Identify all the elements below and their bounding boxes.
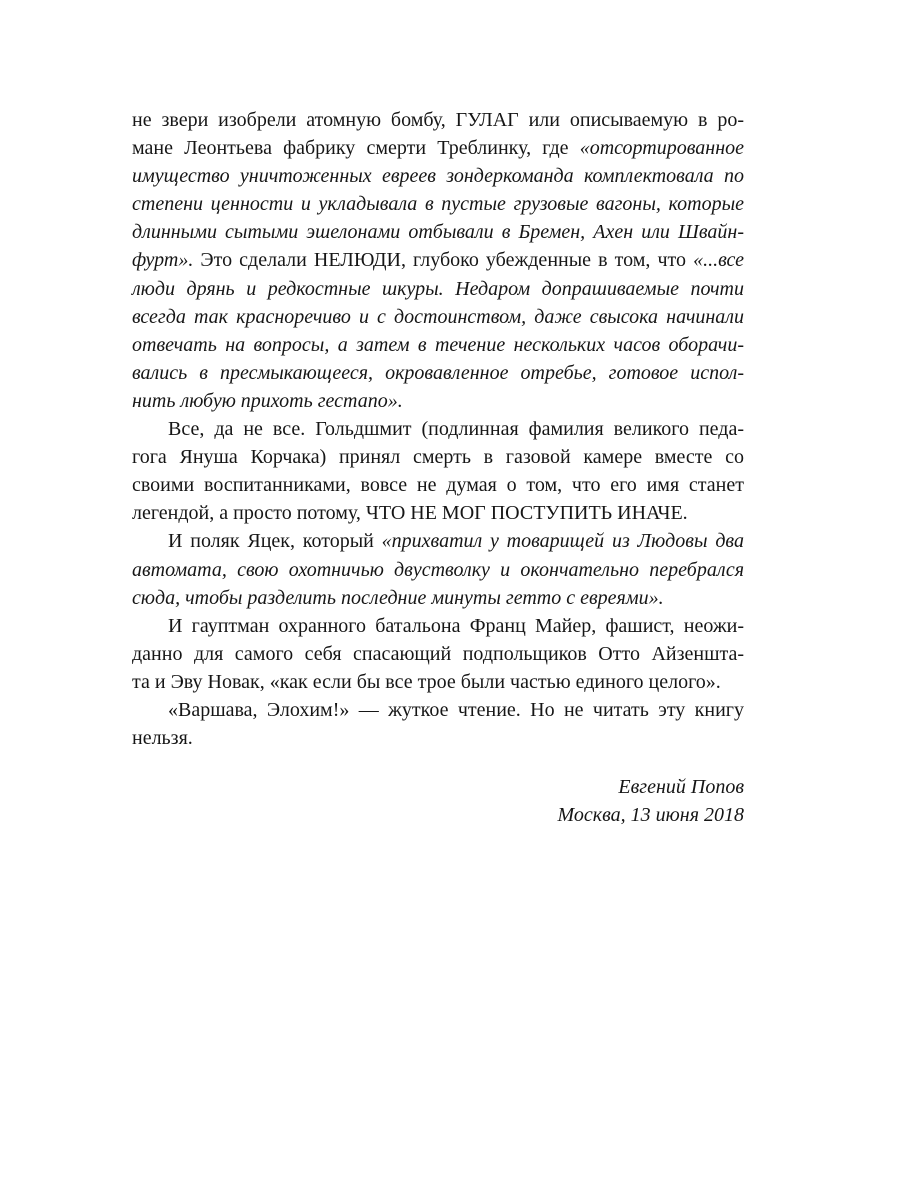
text-block [132,106,744,829]
text-segment: Это сделали НЕЛЮДИ, глубоко убежденные в том, что [193,249,694,272]
text-line [132,584,744,612]
italic-text-segment: автомата, свою охотничью двустволку и окончательно перебрался [132,558,744,581]
text-line [132,246,744,274]
text-line [132,471,744,499]
text-segment: гога Януша Корчака) принял смерть в газовой камере вместе со [132,446,744,469]
text-line [132,612,744,640]
text-segment: данно для самого себя спасающий подпольщиков Отто Айзеншта- [132,642,744,665]
text-line [132,499,744,527]
italic-text-segment: вались в пресмыкающееся, окровавленное отребье, готовое испол- [132,361,744,384]
signature-line: Евгений Попов [618,776,744,799]
italic-text-segment: люди дрянь и редкостные шкуры. Недаром допрашиваемые почти [132,277,744,300]
italic-text-segment: всегда так красноречиво и с достоинством, даже свысока начинали [132,305,744,328]
italic-text-segment: отвечать на вопросы, а затем в течение нескольких часов оборачи- [132,333,744,356]
text-line [132,556,744,584]
text-segment: не звери изобрели атомную бомбу, ГУЛАГ или описываемую в ро- [132,109,744,131]
text-line [132,724,744,752]
text-segment: Все, да не все. Гольдшмит (подлинная фамилия великого педа- [168,418,744,441]
italic-text-segment: «отсортированное [579,137,744,160]
italic-text-segment: «...все [693,249,744,272]
text-line [132,218,744,246]
text-line [132,443,744,471]
text-line [132,106,744,134]
text-line [132,640,744,668]
text-segment: И гауптман охранного батальона Франц Майер, фашист, неожи- [168,614,744,637]
text-line [132,415,744,443]
italic-text-segment: степени ценности и укладывала в пустые грузовые вагоны, которые [132,193,744,216]
text-line [132,331,744,359]
text-line [132,359,744,387]
italic-text-segment: нить любую прихоть гестапо». [132,389,403,412]
signature-line: Москва, 13 июня 2018 [557,804,744,827]
signature-block [132,773,744,829]
text-segment: своими воспитанниками, вовсе не думая о том, что его имя станет [132,474,744,497]
italic-text-segment: сюда, чтобы разделить последние минуты гетто с евреями». [132,586,664,609]
text-segment: И поляк Яцек, который [168,530,382,553]
text-line [132,162,744,190]
text-segment: мане Леонтьева фабрику смерти Треблинку, где [132,137,580,160]
text-line [132,275,744,303]
text-line [132,303,744,331]
text-line [132,190,744,218]
text-line [132,668,744,696]
text-line [132,387,744,415]
text-line [132,696,744,724]
text-segment: легендой, а просто потому, ЧТО НЕ МОГ ПОСТУПИТЬ ИНАЧЕ. [132,502,688,525]
text-segment: нельзя. [132,727,193,750]
text-line [132,134,744,162]
italic-text-segment: длинными сытыми эшелонами отбывали в Бремен, Ахен или Швайн- [132,221,744,244]
italic-text-segment: «прихватил у товарищей из Людовы два [381,530,744,553]
italic-text-segment: имущество уничтоженных евреев зондеркоманда комплектовала по [132,165,744,188]
italic-text-segment: фурт». [132,249,194,272]
text-segment: «Варшава, Элохим!» — жуткое чтение. Но не читать эту книгу [168,698,744,721]
text-line [132,527,744,555]
text-segment: та и Эву Новак, «как если бы все трое были частью единого целого». [132,670,721,693]
